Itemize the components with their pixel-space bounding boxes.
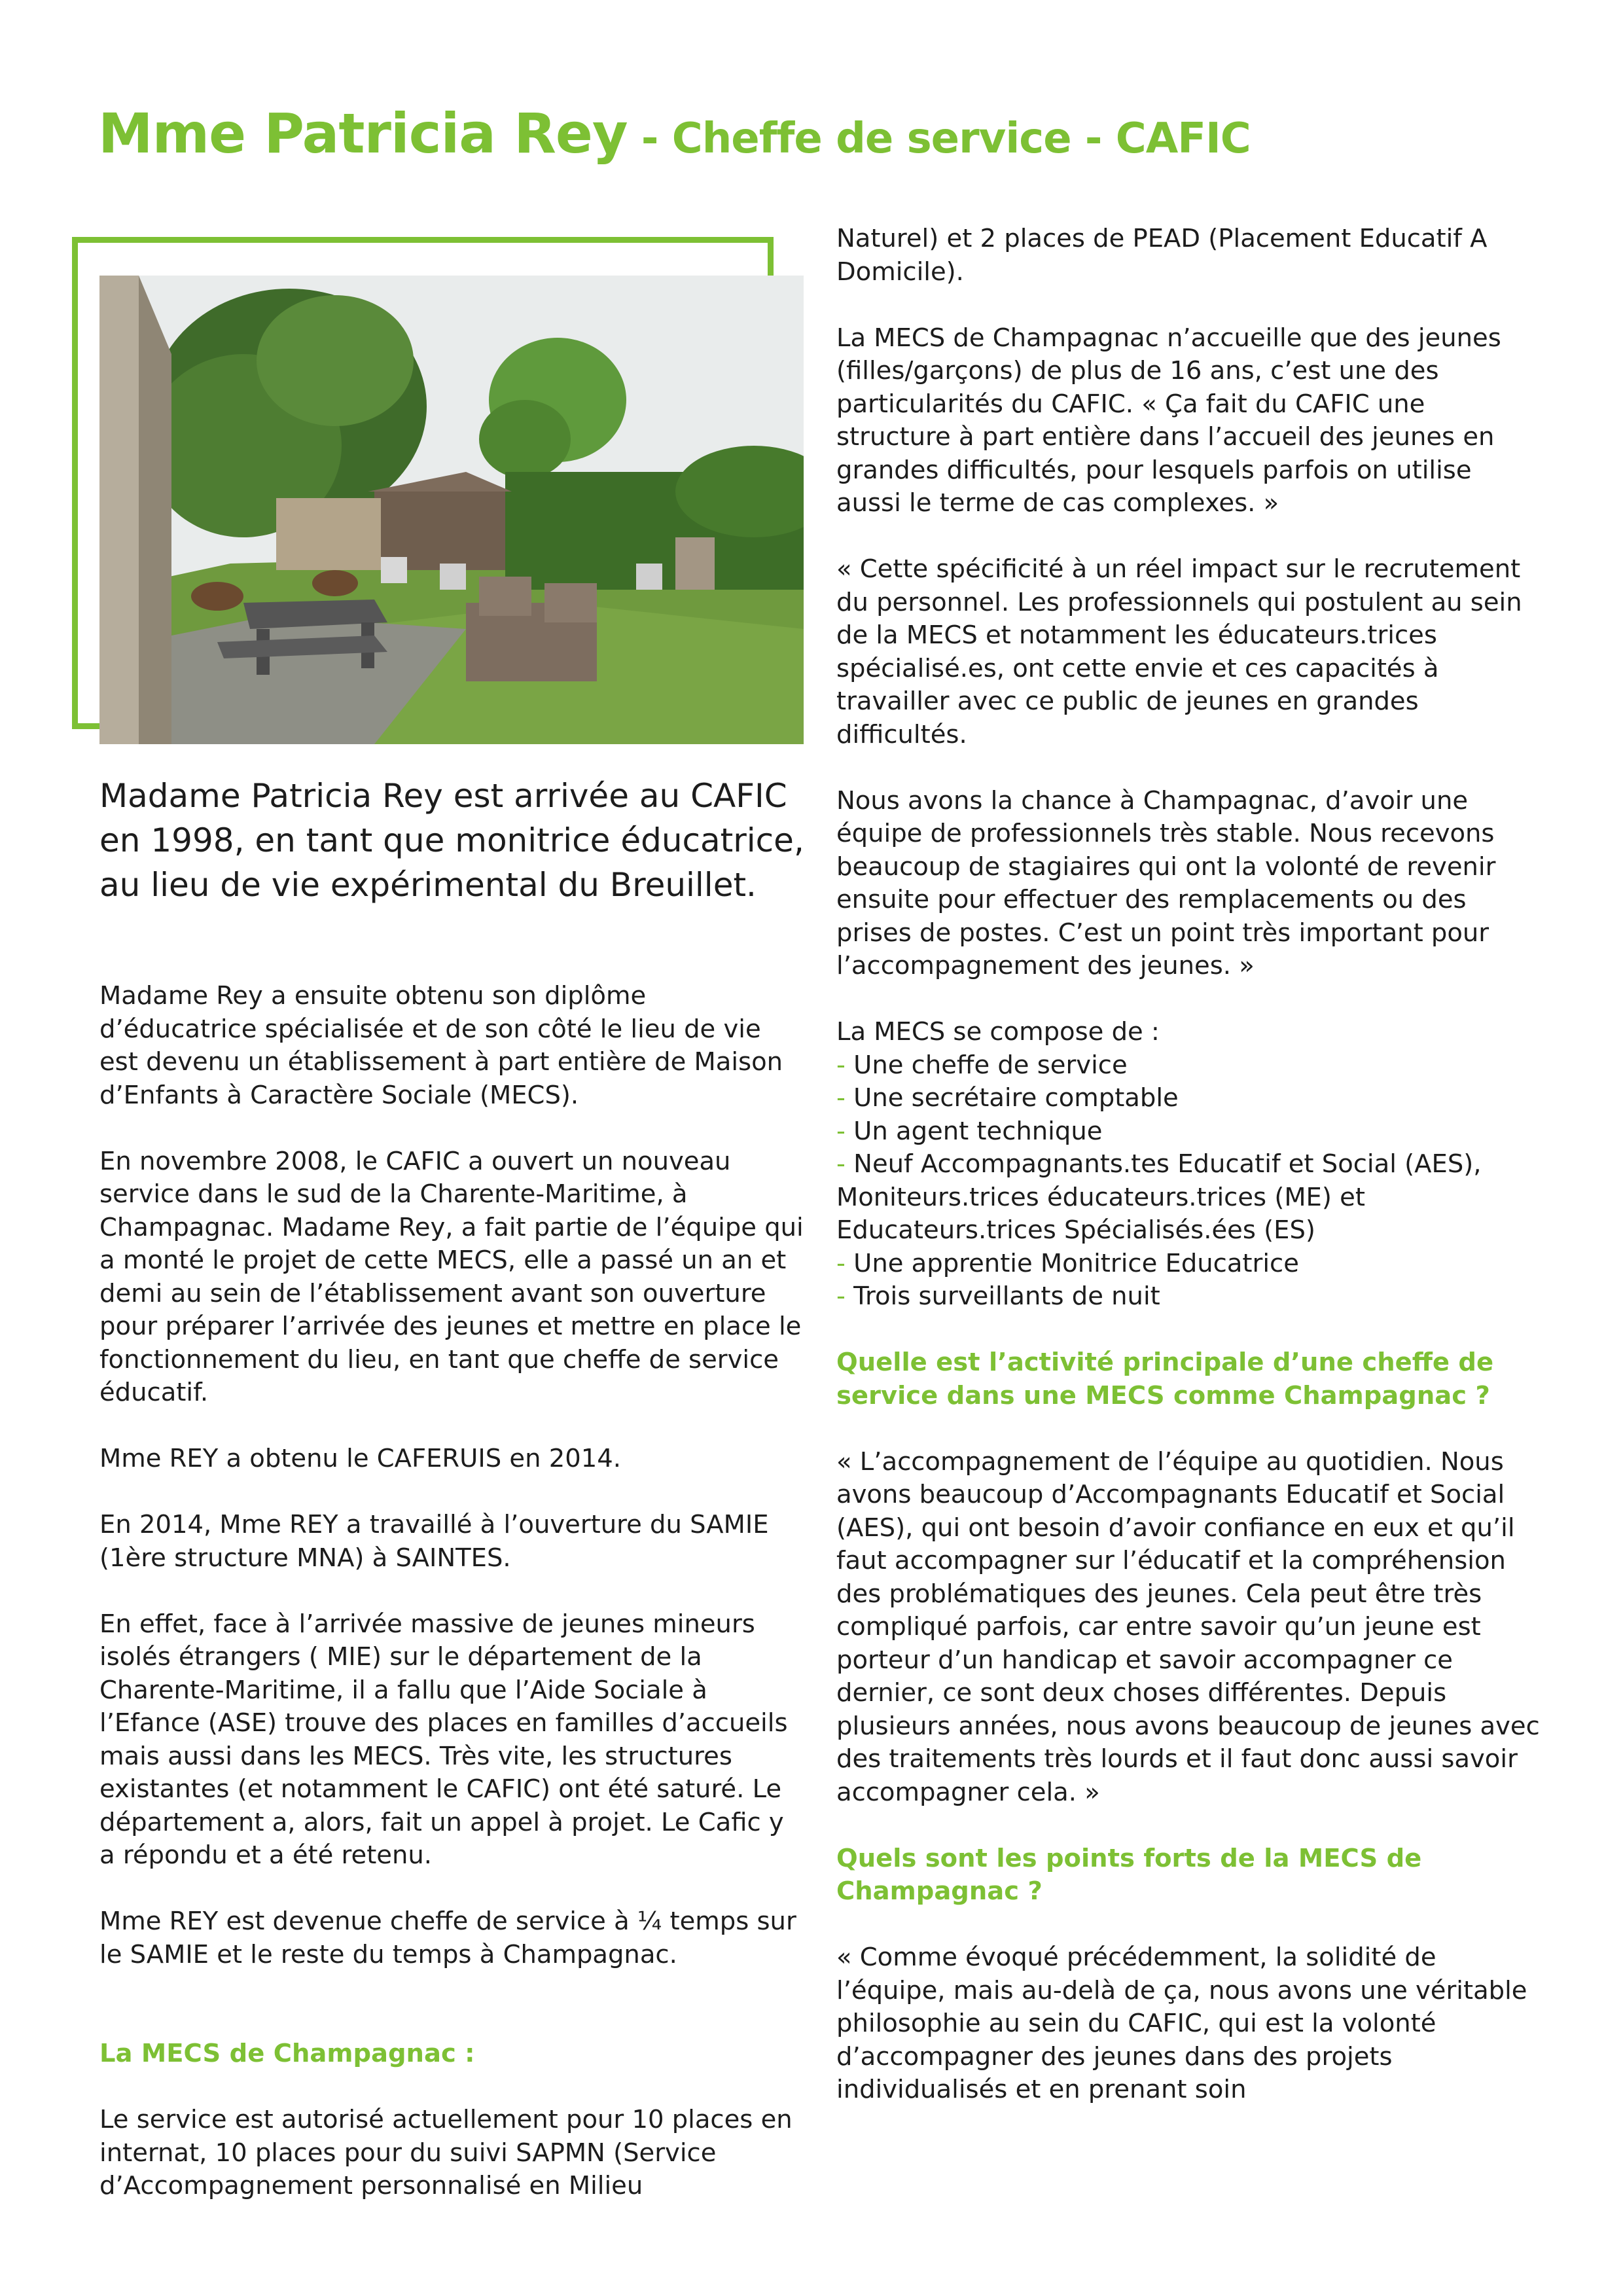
garden-photo	[99, 276, 804, 744]
intro-paragraph: Madame Patricia Rey est arrivée au CAFIC en 1998, en tant que monitrice éducatrice, au lieu de vie expérimental du Breuillet.	[99, 777, 804, 904]
list-item: - Une apprentie Monitrice Educatrice	[836, 1248, 1299, 1278]
title-name: Mme Patricia Rey	[98, 101, 628, 166]
paragraph: Madame Rey a ensuite obtenu son diplôme d’éducatrice spécialisée et de son côté le lieu de vie est devenu un établissement à part entière de Maison d’Enfants à Caractère Sociale (MECS).	[99, 981, 783, 1110]
right-column	[836, 223, 1543, 2107]
paragraph: En novembre 2008, le CAFIC a ouvert un nouveau service dans le sud de la Charente-Maritime, à Champagnac. Madame Rey, a fait partie de l’équipe qui a monté le projet de cette MECS, elle a passé un an et demi au sein de l’établissement avant son ouverture pour préparer l’arrivée des jeunes et mettre en place le fonctionnement du lieu, en tant que cheffe de service éducatif.	[99, 1146, 804, 1407]
page-title	[98, 101, 1251, 166]
answer-paragraph: « L’accompagnement de l’équipe au quotidien. Nous avons beaucoup d’Accompagnants Educatif et Social (AES), qui ont besoin d’avoir confiance en eux et qu’il faut accompagner sur l’éducatif et la compréhension des problématiques des jeunes. Cela peut être très compliqué parfois, car entre savoir qu’un jeune est porteur d’un handicap et savoir accompagner ce dernier, ce sont deux choses différentes. Depuis plusieurs années, nous avons beaucoup de jeunes avec des traitements très lourds et il faut donc aussi savoir accompagner cela. »	[836, 1446, 1540, 1807]
paragraph: « Cette spécificité à un réel impact sur le recrutement du personnel. Les professionnels qui postulent au sein de la MECS et notamment les éducateurs.trices spécialisé.es, ont cette envie et ces capacités à travailler avec ce public de jeunes en grandes difficultés.	[836, 554, 1522, 749]
list-item: - Trois surveillants de nuit	[836, 1282, 1160, 1311]
list-item: - Un agent technique	[836, 1116, 1103, 1146]
question-heading: Quelle est l’activité principale d’une cheffe de service dans une MECS comme Champagnac ?	[836, 1348, 1494, 1410]
title-separator: -	[627, 115, 672, 163]
list-item: - Une secrétaire comptable	[836, 1083, 1179, 1113]
paragraph: Mme REY est devenue cheffe de service à ¼ temps sur le SAMIE et le reste du temps à Champagnac.	[99, 1907, 796, 1969]
list-intro: La MECS se compose de :	[836, 1017, 1160, 1047]
left-column	[99, 980, 806, 2203]
paragraph: Naturel) et 2 places de PEAD (Placement Educatif A Domicile).	[836, 224, 1488, 287]
list-item: - Une cheffe de service	[836, 1050, 1128, 1080]
answer-paragraph: « Comme évoqué précédemment, la solidité de l’équipe, mais au-delà de ça, nous avons une véritable philosophie au sein du CAFIC, qui est la volonté d’accompagner des jeunes dans des projets individualisés et en prenant soin	[836, 1943, 1527, 2104]
question-heading: Quels sont les points forts de la MECS de Champagnac ?	[836, 1843, 1422, 1906]
paragraph: Mme REY a obtenu le CAFERUIS en 2014.	[99, 1444, 621, 1473]
paragraph: La MECS de Champagnac n’accueille que des jeunes (filles/garçons) de plus de 16 ans, c’est une des particularités du CAFIC. « Ça fait du CAFIC une structure à part entière dans l’accueil des jeunes en grandes difficultés, pour lesquels parfois on utilise aussi le terme de cas complexes. »	[836, 323, 1501, 518]
section-heading: La MECS de Champagnac :	[99, 2039, 475, 2068]
staff-list	[836, 1049, 1543, 1314]
title-subtitle: Cheffe de service - CAFIC	[671, 115, 1251, 163]
paragraph: Le service est autorisé actuellement pour 10 places en internat, 10 places pour du suivi SAPMN (Service d’Accompagnement personnalisé en Milieu	[99, 2105, 793, 2200]
paragraph: En 2014, Mme REY a travaillé à l’ouverture du SAMIE (1ère structure MNA) à SAINTES.	[99, 1510, 769, 1573]
paragraph: En effet, face à l’arrivée massive de jeunes mineurs isolés étrangers ( MIE) sur le département de la Charente-Maritime, il a fallu que l’Aide Sociale à l’Efance (ASE) trouve des places en familles d’accueils mais aussi dans les MECS. Très vite, les structures existantes (et notamment le CAFIC) ont été saturé. Le département a, alors, fait un appel à projet. Le Cafic y a répondu et a été retenu.	[99, 1609, 788, 1870]
paragraph: Nous avons la chance à Champagnac, d’avoir une équipe de professionnels très stable. Nous recevons beaucoup de stagiaires qui ont la volonté de revenir ensuite pour effectuer des remplacements ou des prises de postes. C’est un point très important pour l’accompagnement des jeunes. »	[836, 785, 1496, 980]
list-item: - Neuf Accompagnants.tes Educatif et Social (AES), Moniteurs.trices éducateurs.trices (ME) et Educateurs.trices Spécialisés.ées (ES)	[836, 1149, 1482, 1245]
